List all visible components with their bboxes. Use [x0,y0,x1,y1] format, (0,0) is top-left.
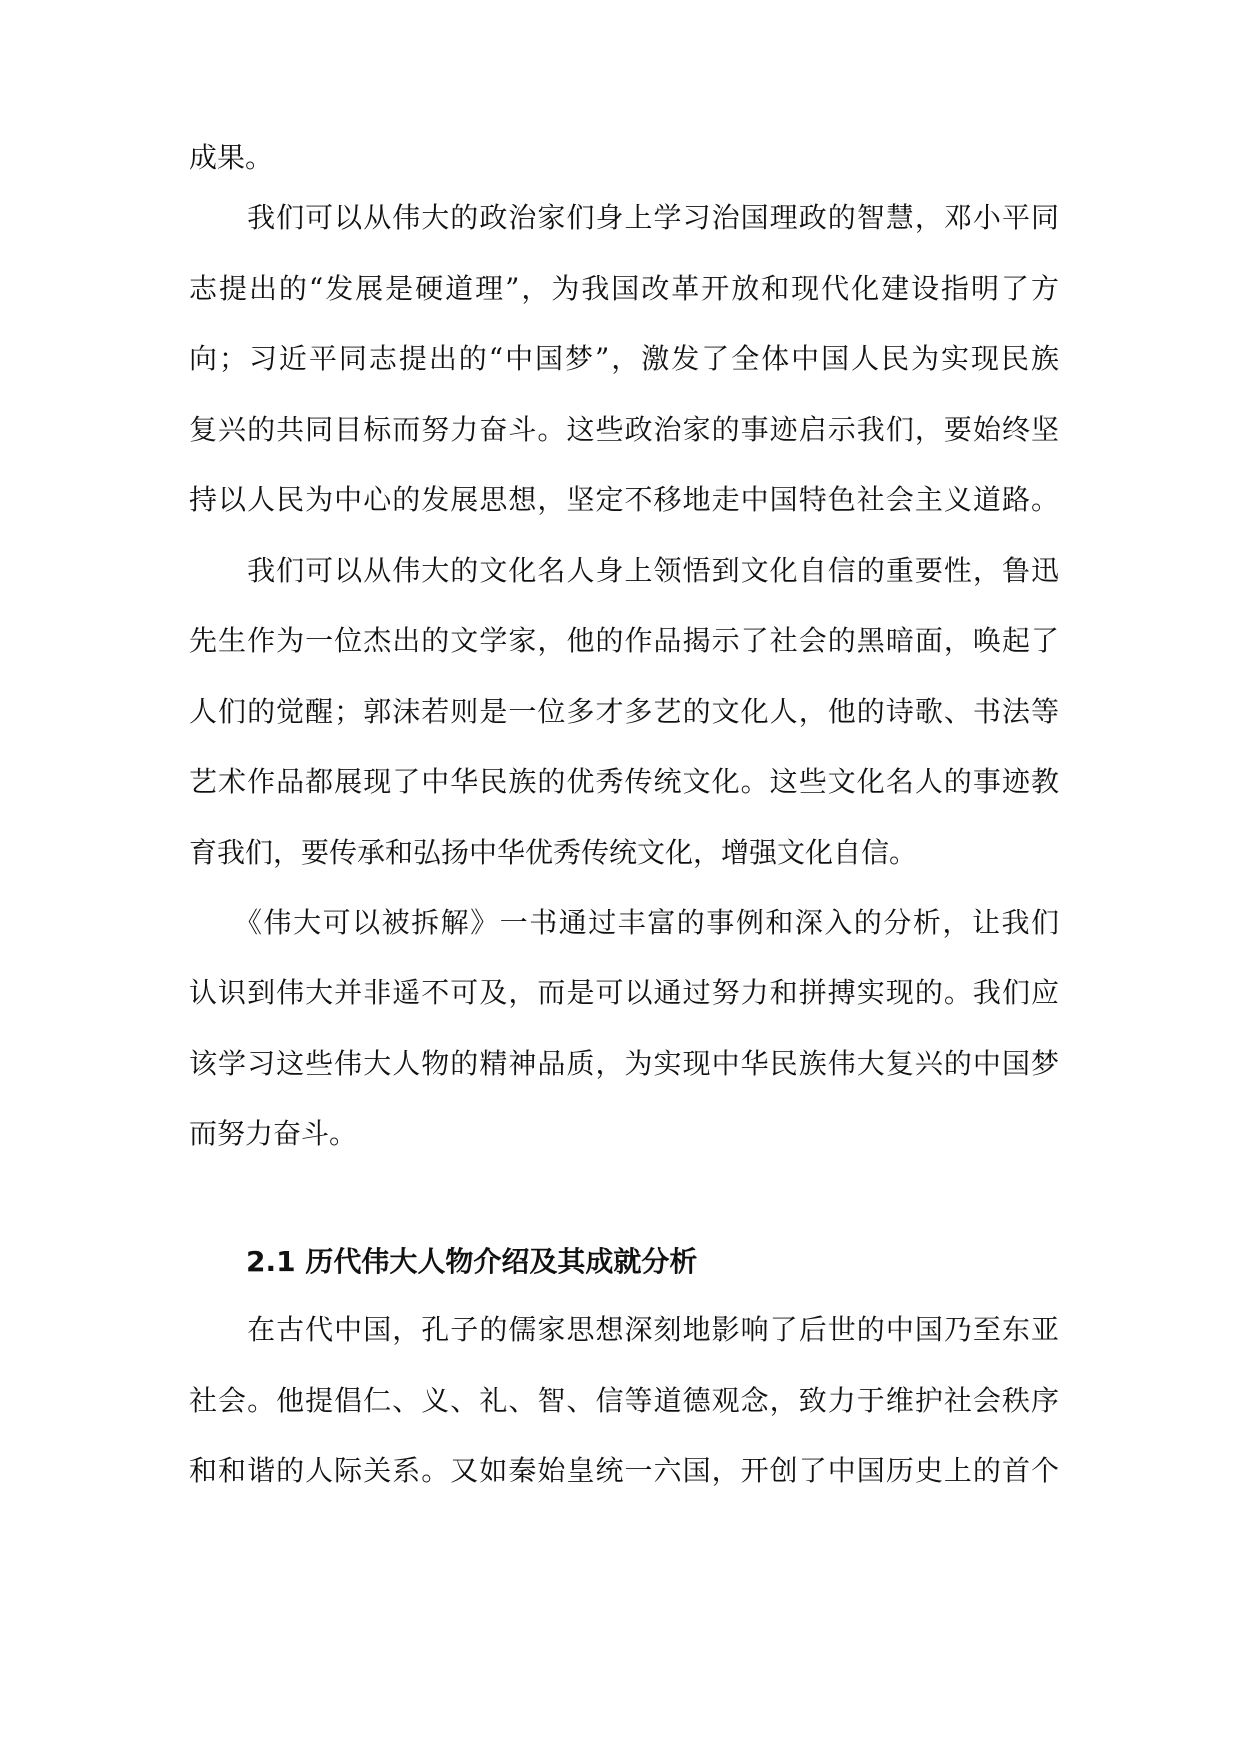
paragraph-line: 持以人民为中心的发展思想，坚定不移地走中国特色社会主义道路。 [189,483,1059,516]
paragraph-line: 我们可以从伟大的文化名人身上领悟到文化自信的重要性，鲁迅 [189,554,1059,587]
paragraph-line: 在古代中国，孔子的儒家思想深刻地影响了后世的中国乃至东亚 [189,1313,1059,1346]
paragraph-line: 该学习这些伟大人物的精神品质，为实现中华民族伟大复兴的中国梦 [189,1047,1059,1080]
paragraph-line: 艺术作品都展现了中华民族的优秀传统文化。这些文化名人的事迹教 [189,765,1059,798]
paragraph-line: 我们可以从伟大的政治家们身上学习治国理政的智慧，邓小平同 [189,201,1059,234]
paragraph-line: 认识到伟大并非遥不可及，而是可以通过努力和拼搏实现的。我们应 [189,976,1059,1009]
paragraph-line: 复兴的共同目标而努力奋斗。这些政治家的事迹启示我们，要始终坚 [189,413,1059,446]
paragraph-line: 育我们，要传承和弘扬中华优秀传统文化，增强文化自信。 [189,836,918,869]
paragraph-line: 先生作为一位杰出的文学家，他的作品揭示了社会的黑暗面，唤起了 [189,624,1059,657]
paragraph-line: 而努力奋斗。 [189,1117,358,1150]
paragraph-line: 人们的觉醒；郭沫若则是一位多才多艺的文化人，他的诗歌、书法等 [189,695,1059,728]
paragraph-line: 社会。他提倡仁、义、礼、智、信等道德观念，致力于维护社会秩序 [189,1384,1059,1417]
paragraph-line: 《伟大可以被拆解》一书通过丰富的事例和深入的分析，让我们 [189,906,1059,939]
paragraph-line: 志提出的“发展是硬道理”，为我国改革开放和现代化建设指明了方 [189,272,1059,305]
paragraph-line: 向；习近平同志提出的“中国梦”，激发了全体中国人民为实现民族 [189,342,1059,375]
section-heading: 2.1 历代伟大人物介绍及其成就分析 [246,1245,698,1278]
paragraph-line: 和和谐的人际关系。又如秦始皇统一六国，开创了中国历史上的首个 [189,1454,1059,1487]
paragraph-line: 成果。 [189,141,274,174]
